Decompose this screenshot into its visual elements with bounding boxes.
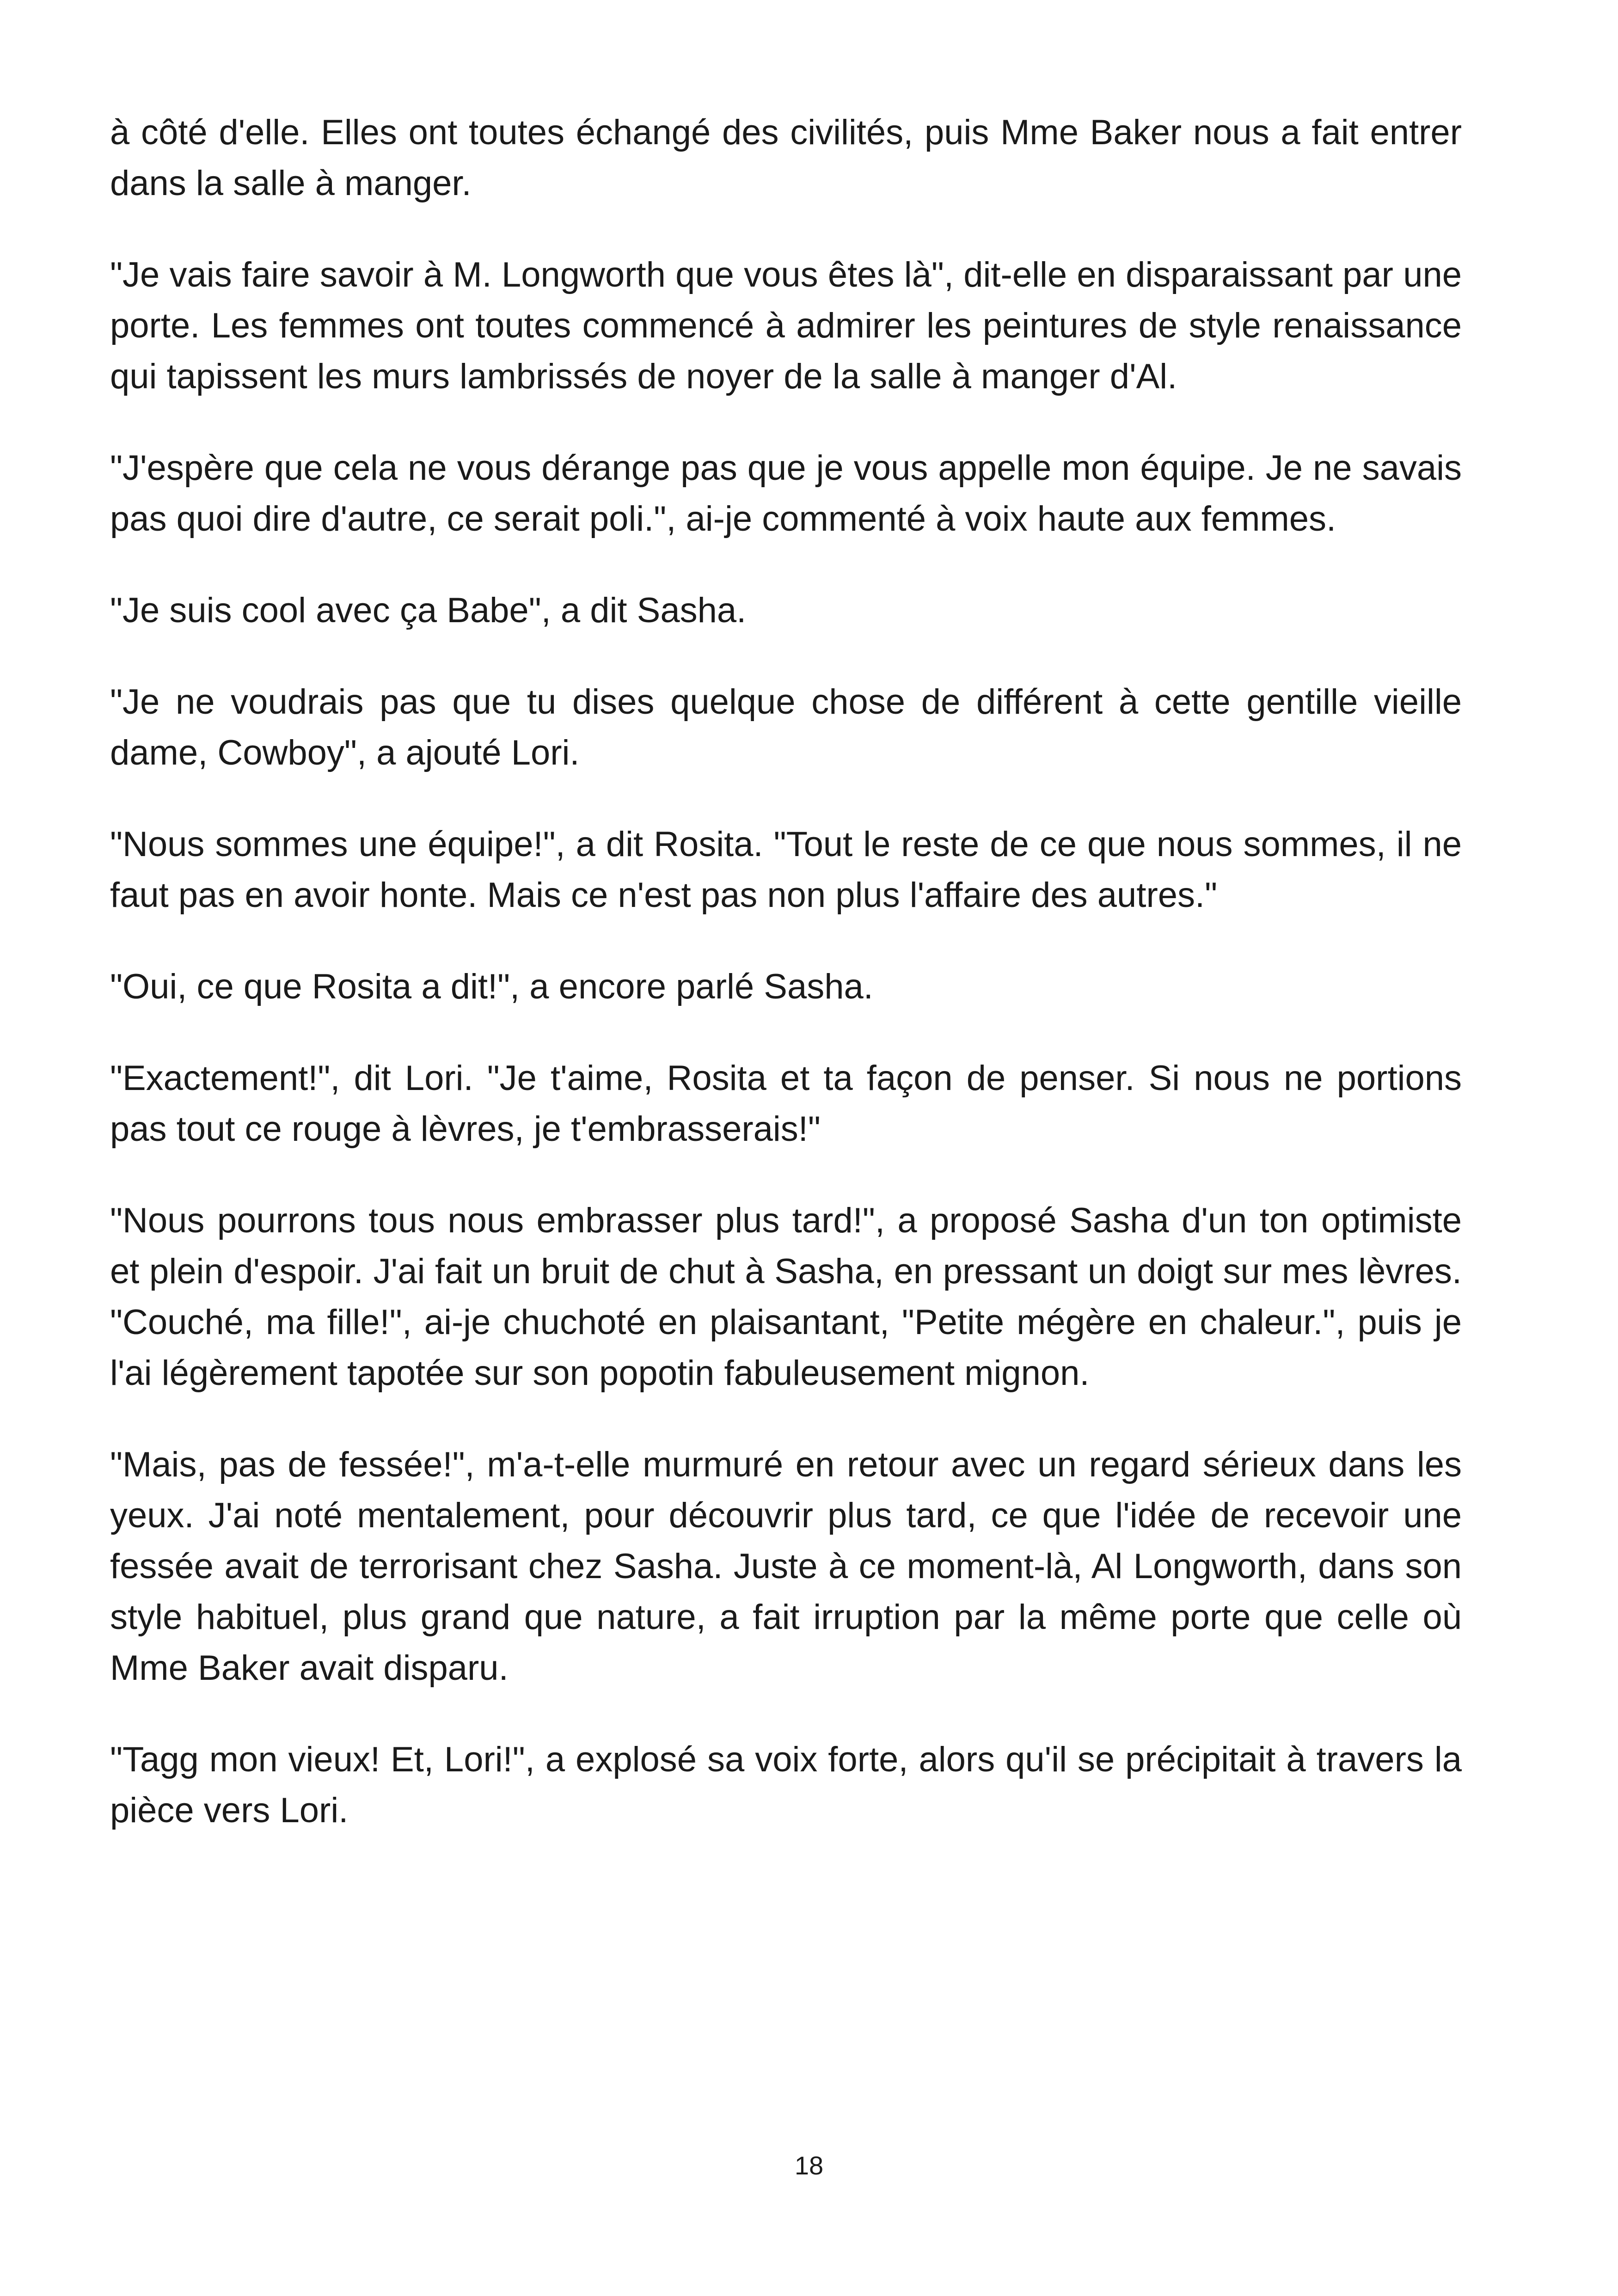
page-number: 18 xyxy=(794,2151,824,2180)
paragraph: "Exactement!", dit Lori. "Je t'aime, Rosita et ta façon de penser. Si nous ne portions pas tout ce rouge à lèvres, je t'embrasserais!" xyxy=(110,1059,1462,1149)
paragraph: "Je vais faire savoir à M. Longworth que vous êtes là", dit-elle en disparaissant par une porte. Les femmes ont toutes commencé à admirer les peintures de style renaissance qui tapissent les murs lambrissés de noyer de la salle à manger d'Al. xyxy=(110,255,1462,396)
paragraph: "Mais, pas de fessée!", m'a-t-elle murmuré en retour avec un regard sérieux dans les yeux. J'ai noté mentalement, pour découvrir plus tard, ce que l'idée de recevoir une fessée avait de terrorisant chez Sasha. Juste à ce moment-là, Al Longworth, dans son style habituel, plus grand que nature, a fait irruption par la même porte que celle où Mme Baker avait disparu. xyxy=(110,1445,1462,1688)
paragraph: "Nous pourrons tous nous embrasser plus tard!", a proposé Sasha d'un ton optimiste et plein d'espoir. J'ai fait un bruit de chut à Sasha, en pressant un doigt sur mes lèvres. "Couché, ma fille!", ai-je chuchoté en plaisantant, "Petite mégère en chaleur.", puis je l'ai légèrement tapotée sur son popotin fabuleusement mignon. xyxy=(110,1201,1462,1393)
body-text xyxy=(110,107,1462,1836)
paragraph: "Tagg mon vieux! Et, Lori!", a explosé sa voix forte, alors qu'il se précipitait à travers la pièce vers Lori. xyxy=(110,1740,1462,1830)
paragraph: "Je ne voudrais pas que tu dises quelque chose de différent à cette gentille vieille dame, Cowboy", a ajouté Lori. xyxy=(110,682,1462,772)
paragraph: "Je suis cool avec ça Babe", a dit Sasha. xyxy=(110,591,747,630)
paragraph: "Nous sommes une équipe!", a dit Rosita. "Tout le reste de ce que nous sommes, il ne faut pas en avoir honte. Mais ce n'est pas non plus l'affaire des autres." xyxy=(110,825,1462,915)
paragraph: à côté d'elle. Elles ont toutes échangé des civilités, puis Mme Baker nous a fait entrer dans la salle à manger. xyxy=(110,113,1462,203)
paragraph: "J'espère que cela ne vous dérange pas que je vous appelle mon équipe. Je ne savais pas quoi dire d'autre, ce serait poli.", ai-je commenté à voix haute aux femmes. xyxy=(110,448,1462,539)
paragraph: "Oui, ce que Rosita a dit!", a encore parlé Sasha. xyxy=(110,967,873,1006)
